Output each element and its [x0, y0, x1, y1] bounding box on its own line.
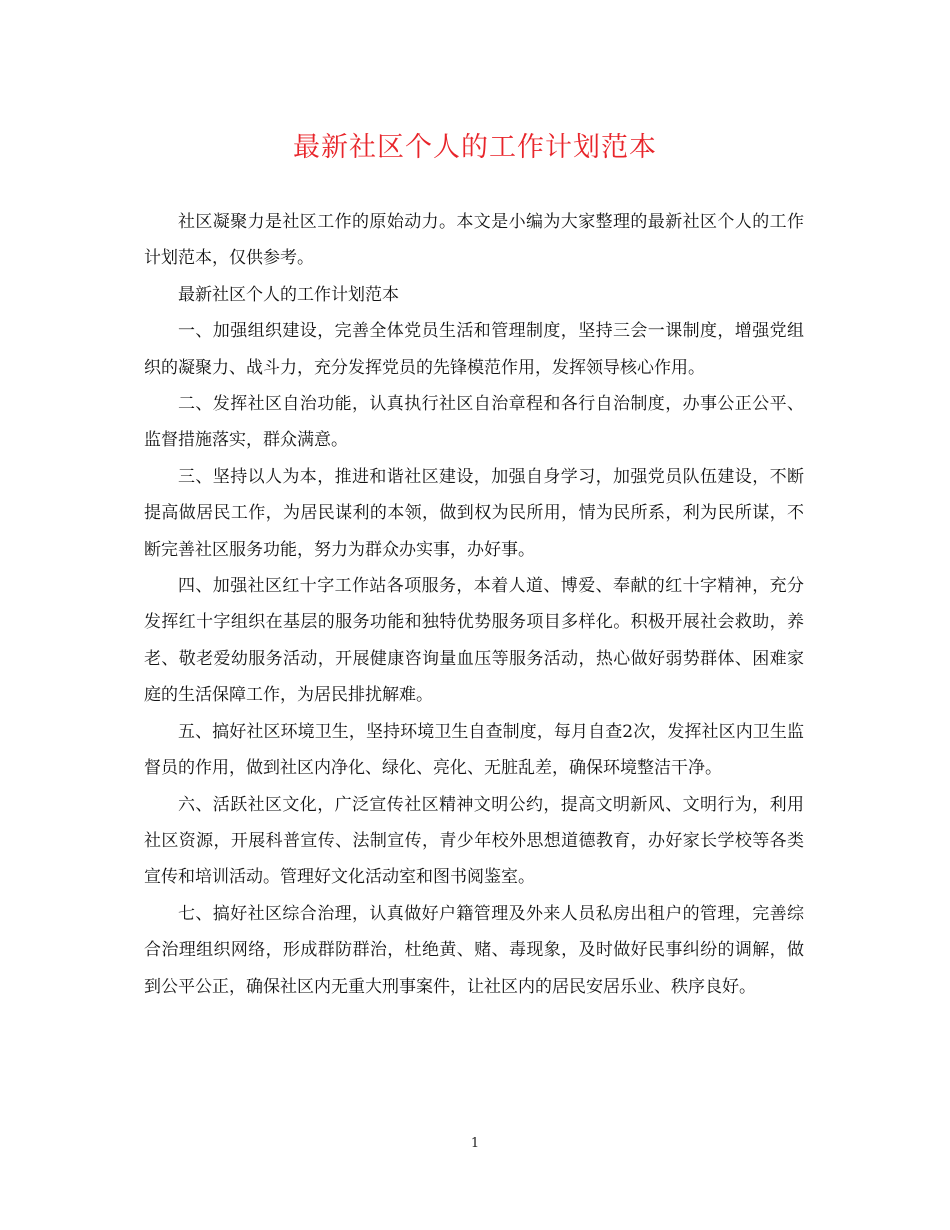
paragraph-item-4: 四、加强社区红十字工作站各项服务，本着人道、博爱、奉献的红十字精神，充分发挥红十字组织在基层的服务功能和独特优势服务项目多样化。积极开展社会救助，养老、敬老爱幼服务活动，开展健康咨询量血压等服务活动，热心做好弱势群体、困难家庭的生活保障工作，为居民排扰解难。	[144, 576, 804, 706]
paragraph-intro: 社区凝聚力是社区工作的原始动力。本文是小编为大家整理的最新社区个人的工作计划范本，仅供参考。	[144, 212, 804, 269]
document-title: 最新社区个人的工作计划范本	[293, 132, 657, 163]
paragraph-item-7: 七、搞好社区综合治理，认真做好户籍管理及外来人员私房出租户的管理，完善综合治理组织网络，形成群防群治，杜绝黄、赌、毒现象，及时做好民事纠纷的调解，做到公平公正，确保社区内无重大刑事案件，让社区内的居民安居乐业、秩序良好。	[144, 903, 804, 997]
paragraph-item-2: 二、发挥社区自治功能，认真执行社区自治章程和各行自治制度，办事公正公平、监督措施落实，群众满意。	[144, 394, 804, 451]
paragraph-item-1: 一、加强组织建设，完善全体党员生活和管理制度，坚持三会一课制度，增强党组织的凝聚力、战斗力，充分发挥党员的先锋模范作用，发挥领导核心作用。	[144, 321, 804, 378]
document-body	[144, 204, 804, 1005]
page-number: 1	[470, 1136, 480, 1151]
paragraph-item-5: 五、搞好社区环境卫生，坚持环境卫生自查制度，每月自查2次，发挥社区内卫生监督员的作用，做到社区内净化、绿化、亮化、无脏乱差，确保环境整洁干净。	[144, 721, 804, 779]
paragraph-item-6: 六、活跃社区文化，广泛宣传社区精神文明公约，提高文明新风、文明行为，利用社区资源，开展科普宣传、法制宣传，青少年校外思想道德教育，办好家长学校等各类宣传和培训活动。管理好文化活动室和图书阅鉴室。	[144, 794, 804, 888]
paragraph-item-3: 三、坚持以人为本，推进和谐社区建设，加强自身学习，加强党员队伍建设，不断提高做居民工作，为居民谋利的本领，做到权为民所用，情为民所系，利为民所谋，不断完善社区服务功能，努力为群众办实事，办好事。	[144, 466, 804, 560]
paragraph-subtitle: 最新社区个人的工作计划范本	[178, 284, 399, 305]
